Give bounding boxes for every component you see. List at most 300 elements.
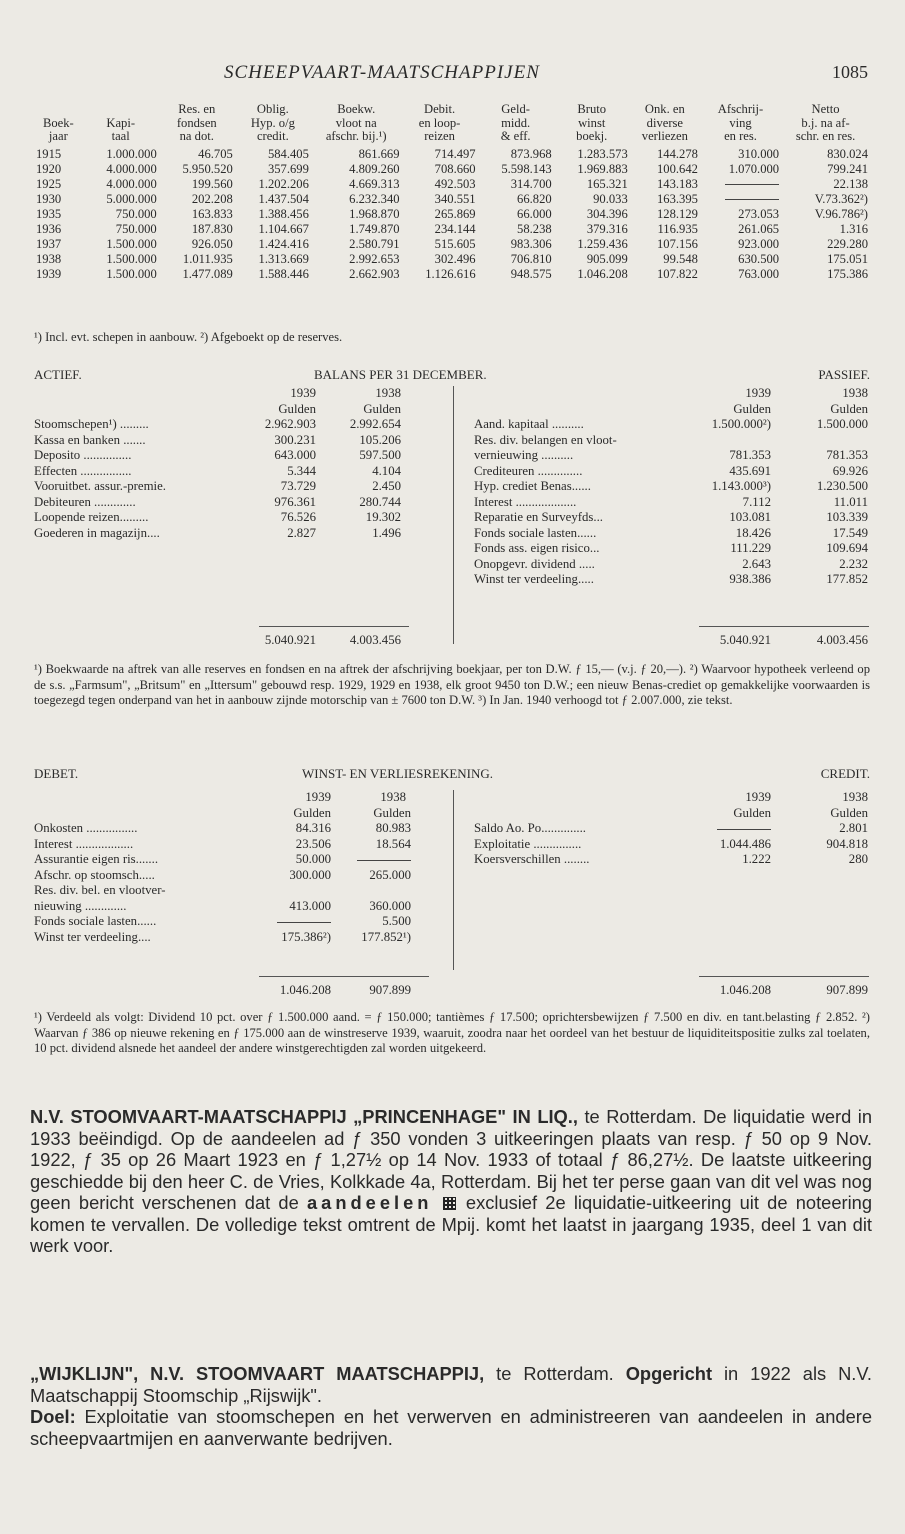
ledger-label: Debiteuren ............. bbox=[34, 494, 136, 509]
summary-cell: 1.126.616 bbox=[425, 266, 476, 281]
dash-mark bbox=[725, 199, 779, 200]
debet-total-1939: 1.046.208 bbox=[279, 983, 331, 997]
summary-header-cell: Bruto bbox=[577, 102, 607, 116]
summary-cell: 763.000 bbox=[738, 266, 780, 281]
ledger-row bbox=[474, 479, 870, 495]
summary-row bbox=[34, 237, 870, 252]
summary-row bbox=[34, 162, 870, 177]
actief-total-1939: 5.040.921 bbox=[264, 633, 316, 647]
ledger-row bbox=[34, 464, 429, 480]
summary-cell: 163.833 bbox=[191, 206, 233, 221]
ledger-label: Exploitatie ............... bbox=[474, 836, 582, 851]
ledger-row bbox=[34, 448, 429, 464]
running-title: SCHEEPVAART-MAATSCHAPPIJEN bbox=[224, 62, 540, 83]
ledger-value-1939: 938.386 bbox=[729, 572, 771, 586]
ledger-value-1938: 5.500 bbox=[382, 914, 411, 928]
actief-unit-1938: Gulden bbox=[363, 401, 401, 416]
passief-unit-1939: Gulden bbox=[733, 401, 771, 416]
debet-total-rule bbox=[259, 976, 429, 977]
summary-cell: 143.183 bbox=[657, 176, 698, 191]
winst-footnote: ¹) Verdeeld als volgt: Dividend 10 pct. over ƒ 1.500.000 aand. = ƒ 150.000; tantièmes ƒ 17.500; oprichtersbewijzen ƒ 7.500 en div. en tant.belasting ƒ 2.852. ²) Waarvan ƒ 386 op nieuwe rekening en ƒ 175.000 aan de winstreserve 1939, waaruit, zoodra naar het oordeel van het bestuur de liquiditeitspositie zulks zal toelaten, 10 pct. dividend alsnede het aandeel der andere winstgerechtigden zal worden uitgekeerd. bbox=[34, 1010, 870, 1055]
ledger-row bbox=[474, 852, 870, 868]
ledger-label: Res. div. belangen en vloot- bbox=[474, 432, 617, 447]
ledger-row bbox=[34, 930, 429, 946]
page-number: 1085 bbox=[832, 62, 868, 82]
ledger-row bbox=[474, 433, 870, 449]
summary-header-cell: fondsen bbox=[176, 115, 217, 130]
ledger-row bbox=[34, 479, 429, 495]
winst-heading: WINST- EN VERLIESREKENING. bbox=[302, 766, 494, 781]
summary-cell: 199.560 bbox=[191, 176, 233, 191]
ledger-value-1939: 175.386²) bbox=[281, 929, 331, 944]
summary-cell: 5.598.143 bbox=[501, 161, 552, 176]
ledger-value-1939: 111.229 bbox=[730, 541, 771, 555]
ledger-value-1938: 360.000 bbox=[369, 898, 411, 913]
ledger-value-1938: 597.500 bbox=[359, 448, 401, 462]
summary-cell: 4.000.000 bbox=[106, 161, 157, 176]
summary-cell: 234.144 bbox=[434, 221, 476, 236]
ledger-label: Deposito ............... bbox=[34, 448, 132, 462]
ledger-value-1939: 50.000 bbox=[295, 852, 331, 866]
summary-header-cell: jaar bbox=[48, 129, 68, 143]
summary-cell: 1.259.436 bbox=[577, 236, 628, 251]
summary-header-cell: na dot. bbox=[179, 129, 214, 143]
ledger-label: Saldo Ao. Po.............. bbox=[474, 821, 586, 835]
summary-cell: 100.642 bbox=[657, 161, 698, 176]
ledger-row bbox=[34, 883, 429, 899]
summary-cell: 1930 bbox=[36, 191, 62, 206]
summary-header-cell: en loop- bbox=[418, 115, 461, 130]
doel-label: Doel: bbox=[30, 1406, 76, 1427]
debet-year-1938: 1938 bbox=[380, 790, 406, 804]
credit-unit-1939: Gulden bbox=[733, 805, 771, 820]
ledger-row bbox=[474, 837, 870, 853]
ledger-label: Winst ter verdeeling.... bbox=[34, 929, 151, 944]
summary-cell: V.96.786²) bbox=[814, 206, 868, 221]
ledger-row bbox=[34, 868, 429, 884]
ledger-value-1938: 280.744 bbox=[359, 494, 401, 509]
ledger-value-1939 bbox=[249, 914, 331, 930]
wijklijn-text-2: in 1922 als N.V. Maatschappij Stoomschip „Rijswijk". bbox=[30, 1363, 872, 1406]
summary-header-cell: winst bbox=[578, 115, 606, 130]
summary-cell: 379.316 bbox=[586, 221, 628, 236]
ledger-row bbox=[474, 464, 870, 480]
ledger-value-1938: 11.011 bbox=[833, 494, 868, 509]
ledger-label: Stoomschepen¹) ......... bbox=[34, 417, 149, 431]
passief-year-1938: 1938 bbox=[842, 386, 868, 400]
summary-cell: 1.104.667 bbox=[258, 221, 309, 236]
summary-cell: 750.000 bbox=[115, 206, 157, 221]
actief-year-1938: 1938 bbox=[375, 386, 401, 400]
summary-header-cell: Hyp. o/g bbox=[250, 115, 295, 130]
ledger-label: Winst ter verdeeling..... bbox=[474, 572, 594, 586]
passief-total-rule bbox=[699, 626, 869, 627]
ledger-value-1939: 300.000 bbox=[289, 867, 331, 882]
summary-cell: 340.551 bbox=[434, 191, 476, 206]
opgericht-label: Opgericht bbox=[625, 1363, 713, 1384]
passief-total-1938: 4.003.456 bbox=[816, 633, 868, 647]
ledger-value-1939: 1.500.000²) bbox=[711, 417, 771, 431]
ledger-row bbox=[34, 899, 429, 915]
summary-header-cell: Onk. en bbox=[644, 102, 685, 116]
ledger-value-1939: 1.143.000³) bbox=[711, 479, 771, 493]
ledger-value-1939: 300.231 bbox=[274, 432, 316, 447]
ledger-value-1938: 103.339 bbox=[826, 510, 868, 524]
ledger-row bbox=[34, 433, 429, 449]
summary-header-cell: ving bbox=[729, 115, 752, 130]
summary-cell: 187.830 bbox=[191, 221, 233, 236]
summary-row bbox=[34, 207, 870, 222]
summary-header-cell: midd. bbox=[501, 115, 531, 130]
ledger-row bbox=[474, 417, 870, 433]
ledger-value-1938: 781.353 bbox=[826, 448, 868, 462]
ledger-row bbox=[34, 526, 429, 542]
ledger-row bbox=[474, 821, 870, 837]
summary-cell: V.73.362²) bbox=[814, 191, 868, 206]
ledger-row bbox=[34, 821, 429, 837]
summary-cell: 630.500 bbox=[738, 251, 780, 266]
summary-footnote: ¹) Incl. evt. schepen in aanbouw. ²) Afgeboekt op de reserves. bbox=[34, 330, 343, 344]
summary-cell: 1.046.208 bbox=[577, 266, 628, 281]
summary-cell: 799.241 bbox=[827, 161, 868, 176]
ledger-label: Koersverschillen ........ bbox=[474, 852, 590, 866]
ledger-value-1938: 1.500.000 bbox=[816, 417, 868, 431]
ledger-row bbox=[34, 495, 429, 511]
ledger-row bbox=[34, 417, 429, 433]
summary-cell: 314.700 bbox=[510, 176, 552, 191]
credit-total-1939: 1.046.208 bbox=[719, 983, 771, 997]
summary-cell: 1.000.000 bbox=[106, 146, 157, 161]
actief-column bbox=[34, 386, 429, 541]
page-header bbox=[34, 62, 870, 86]
summary-cell: 1935 bbox=[36, 206, 62, 221]
dash-mark bbox=[717, 829, 771, 830]
ledger-value-1938: 18.564 bbox=[375, 836, 411, 851]
summary-cell: 46.705 bbox=[198, 146, 233, 161]
ledger-row bbox=[34, 837, 429, 853]
summary-cell: 165.321 bbox=[586, 176, 628, 191]
debet-year-1939: 1939 bbox=[305, 790, 331, 804]
ledger-value-1938: 1.496 bbox=[372, 525, 401, 540]
ledger-value-1939: 1.044.486 bbox=[719, 836, 771, 851]
credit-total-rule bbox=[699, 976, 869, 977]
summary-cell: 4.669.313 bbox=[349, 176, 400, 191]
summary-header-cell: Netto bbox=[811, 102, 840, 116]
dash-mark bbox=[357, 860, 411, 861]
debet-total-1938: 907.899 bbox=[369, 983, 411, 997]
credit-year-1939: 1939 bbox=[745, 790, 771, 804]
summary-cell: 1.968.870 bbox=[349, 206, 400, 221]
ledger-value-1939: 2.827 bbox=[287, 525, 316, 540]
summary-cell: 5.950.520 bbox=[182, 161, 233, 176]
summary-header-cell: Oblig. bbox=[256, 102, 289, 116]
summary-row bbox=[34, 144, 870, 162]
ledger-value-1938: 109.694 bbox=[826, 541, 868, 555]
summary-header-cell: Geld- bbox=[501, 102, 530, 116]
actief-total-1938: 4.003.456 bbox=[349, 633, 401, 647]
summary-cell: 175.051 bbox=[827, 251, 868, 266]
ledger-value-1938: 19.302 bbox=[365, 510, 401, 524]
summary-cell: 750.000 bbox=[115, 221, 157, 236]
ledger-value-1939: 976.361 bbox=[274, 494, 316, 509]
ledger-label: Kassa en banken ....... bbox=[34, 432, 146, 447]
summary-header-cell: Boek- bbox=[42, 115, 74, 130]
summary-cell: 229.280 bbox=[827, 236, 868, 251]
summary-header-cell: credit. bbox=[256, 129, 289, 143]
summary-cell: 515.605 bbox=[434, 236, 476, 251]
ledger-label: nieuwing ............. bbox=[34, 898, 127, 913]
ledger-label: Fonds sociale lasten...... bbox=[474, 525, 597, 540]
ledger-value-1939: 7.112 bbox=[742, 494, 771, 509]
ledger-value-1938: 2.801 bbox=[839, 821, 868, 835]
ledger-value-1939: 781.353 bbox=[729, 448, 771, 462]
summary-header-cell bbox=[83, 103, 159, 117]
ledger-value-1939: 435.691 bbox=[729, 463, 771, 478]
ledger-label: Assurantie eigen ris....... bbox=[34, 852, 159, 866]
princenhage-entry bbox=[30, 1106, 872, 1257]
ledger-value-1939: 18.426 bbox=[735, 525, 771, 540]
wijklijn-name: „WIJKLIJN", N.V. STOOMVAART MAATSCHAPPIJ, bbox=[30, 1363, 485, 1384]
ledger-label: Fonds ass. eigen risico... bbox=[474, 541, 600, 555]
summary-cell: 1.749.870 bbox=[349, 221, 400, 236]
ledger-value-1938: 69.926 bbox=[832, 463, 868, 478]
summary-header-cell: boekj. bbox=[576, 129, 608, 143]
summary-cell: 2.580.791 bbox=[349, 236, 400, 251]
ledger-value-1939: 413.000 bbox=[289, 898, 331, 913]
ledger-label: Res. div. bel. en vlootver- bbox=[34, 883, 166, 897]
summary-cell: 1.424.416 bbox=[258, 236, 309, 251]
summary-cell: 265.869 bbox=[434, 206, 476, 221]
debet-heading: DEBET. bbox=[34, 766, 79, 781]
summary-header-cell: afschr. bij.¹) bbox=[325, 129, 387, 143]
ledger-value-1938: 265.000 bbox=[369, 867, 411, 882]
summary-cell: 830.024 bbox=[827, 146, 868, 161]
ledger-row bbox=[34, 914, 429, 930]
ledger-label: Effecten ................ bbox=[34, 463, 132, 478]
ledger-label: Onopgevr. dividend ..... bbox=[474, 556, 595, 571]
ledger-label: Crediteuren .............. bbox=[474, 463, 583, 478]
ledger-row bbox=[34, 510, 429, 526]
summary-header-cell: & eff. bbox=[500, 129, 531, 143]
summary-cell: 948.575 bbox=[510, 266, 552, 281]
wijklijn-text-1: te Rotterdam. bbox=[484, 1363, 626, 1384]
ledger-row bbox=[474, 495, 870, 511]
summary-header-cell: schr. en res. bbox=[795, 129, 856, 143]
summary-cell: 926.050 bbox=[191, 236, 233, 251]
summary-cell: 1.437.504 bbox=[258, 191, 309, 206]
ledger-value-1938: 177.852¹) bbox=[361, 929, 411, 944]
princenhage-text-1: te Rotterdam. De liquidatie werd in 1933 beëindigd. Op de aandeelen ad ƒ 350 vonden 3 uitkeeringen plaats van resp. ƒ 50 op 9 Nov. 1922, ƒ 35 op 26 Maart 1923 en ƒ 1,27½ op 14 Nov. 1933 of totaal ƒ 86,27½. De laatste uitkeering geschiedde bij den heer C. de Vries, Kolkkade 4a, Rotterdam. Bij het ter perse gaan van dit vel was nog geen bericht verschenen dat de bbox=[30, 1106, 873, 1213]
summary-cell: 983.306 bbox=[510, 236, 552, 251]
summary-cell: 1.500.000 bbox=[106, 236, 157, 251]
passief-unit-1938: Gulden bbox=[830, 401, 868, 416]
ledger-row bbox=[474, 448, 870, 464]
summary-cell: 1.388.456 bbox=[258, 206, 309, 221]
credit-year-1938: 1938 bbox=[842, 790, 868, 804]
summary-cell bbox=[700, 177, 781, 192]
summary-cell: 1939 bbox=[36, 266, 62, 281]
ledger-value-1938: 17.549 bbox=[832, 525, 868, 540]
summary-cell: 4.809.260 bbox=[349, 161, 400, 176]
summary-row bbox=[34, 192, 870, 207]
credit-heading: CREDIT. bbox=[820, 766, 870, 781]
summary-header-cell: Boekw. bbox=[337, 102, 376, 116]
summary-cell: 1.011.935 bbox=[182, 251, 233, 266]
summary-cell: 357.699 bbox=[267, 161, 309, 176]
aandeelen-spaced: aandeelen bbox=[307, 1192, 433, 1213]
ledger-label: Aand. kapitaal .......... bbox=[474, 417, 584, 431]
ledger-value-1939: 1.222 bbox=[742, 852, 771, 866]
summary-cell: 99.548 bbox=[663, 251, 698, 266]
ledger-value-1939: 103.081 bbox=[729, 510, 771, 524]
summary-cell: 1936 bbox=[36, 221, 62, 236]
summary-row bbox=[34, 252, 870, 267]
summary-cell: 58.238 bbox=[517, 221, 552, 236]
summary-header-cell: Res. en bbox=[178, 102, 216, 116]
summary-cell: 1.316 bbox=[839, 221, 868, 236]
ledger-label: Reparatie en Surveyfds... bbox=[474, 510, 603, 524]
summary-header-cell bbox=[34, 103, 83, 117]
summary-cell: 22.138 bbox=[833, 176, 868, 191]
passief-year-1939: 1939 bbox=[745, 386, 771, 400]
actief-heading: ACTIEF. bbox=[34, 367, 82, 382]
summary-row bbox=[34, 222, 870, 237]
winst-divider bbox=[453, 790, 454, 970]
summary-cell: 923.000 bbox=[738, 236, 780, 251]
summary-header-cell: diverse bbox=[646, 115, 684, 130]
summary-cell: 310.000 bbox=[738, 146, 780, 161]
summary-cell bbox=[700, 192, 781, 207]
summary-cell: 261.065 bbox=[738, 221, 780, 236]
ledger-value-1939 bbox=[699, 821, 771, 837]
summary-row bbox=[34, 267, 870, 282]
balans-heading: BALANS PER 31 DECEMBER. bbox=[314, 367, 487, 382]
ledger-value-1938: 2.992.654 bbox=[349, 417, 401, 431]
ledger-label: Loopende reizen......... bbox=[34, 510, 149, 524]
summary-cell: 128.129 bbox=[657, 206, 698, 221]
ledger-row bbox=[474, 541, 870, 557]
summary-cell: 1.313.669 bbox=[258, 251, 309, 266]
summary-cell: 1920 bbox=[36, 161, 62, 176]
ledger-value-1938: 2.450 bbox=[372, 479, 401, 493]
ledger-value-1938: 4.104 bbox=[372, 463, 401, 478]
ledger-value-1939: 23.506 bbox=[295, 836, 331, 851]
ledger-row bbox=[474, 572, 870, 588]
summary-cell: 1925 bbox=[36, 176, 62, 191]
summary-header-cell: en res. bbox=[724, 129, 757, 143]
ledger-label: Onkosten ................ bbox=[34, 821, 138, 835]
ledger-label: Hyp. crediet Benas...... bbox=[474, 479, 591, 493]
ledger-value-1938: 80.983 bbox=[375, 821, 411, 835]
summary-cell: 6.232.340 bbox=[349, 191, 400, 206]
summary-header-cell: taal bbox=[111, 129, 130, 143]
summary-cell: 1915 bbox=[36, 146, 62, 161]
ledger-row bbox=[474, 557, 870, 573]
summary-cell: 492.503 bbox=[434, 176, 476, 191]
ledger-value-1939: 76.526 bbox=[280, 510, 316, 524]
summary-cell: 1937 bbox=[36, 236, 62, 251]
ledger-value-1939: 84.316 bbox=[295, 821, 331, 835]
summary-row bbox=[34, 177, 870, 192]
ledger-label: Goederen in magazijn.... bbox=[34, 525, 160, 540]
passief-column bbox=[474, 386, 870, 588]
summary-header-cell: Kapi- bbox=[106, 115, 136, 130]
summary-cell: 5.000.000 bbox=[106, 191, 157, 206]
ledger-value-1938: 2.232 bbox=[839, 556, 868, 571]
summary-cell: 1.588.446 bbox=[258, 266, 309, 281]
ledger-value-1938: 1.230.500 bbox=[816, 479, 868, 493]
summary-cell: 4.000.000 bbox=[106, 176, 157, 191]
ledger-value-1938: 177.852 bbox=[826, 572, 868, 586]
ledger-label: Interest ................... bbox=[474, 494, 577, 509]
summary-cell: 116.935 bbox=[657, 221, 698, 236]
ledger-label: vernieuwing .......... bbox=[474, 448, 574, 462]
summary-cell: 1.500.000 bbox=[106, 251, 157, 266]
ledger-label: Interest .................. bbox=[34, 836, 134, 851]
summary-cell: 144.278 bbox=[657, 146, 698, 161]
balans-section bbox=[34, 386, 870, 656]
summary-cell: 714.497 bbox=[434, 146, 476, 161]
summary-cell: 2.992.653 bbox=[349, 251, 400, 266]
ledger-value-1938: 105.206 bbox=[359, 432, 401, 447]
winst-section bbox=[34, 790, 870, 1005]
summary-cell: 202.208 bbox=[191, 191, 233, 206]
summary-header-cell: Afschrij- bbox=[717, 102, 764, 116]
summary-cell: 1938 bbox=[36, 251, 62, 266]
debet-column bbox=[34, 790, 429, 945]
summary-cell: 584.405 bbox=[267, 146, 309, 161]
summary-cell: 107.156 bbox=[657, 236, 698, 251]
actief-total-rule bbox=[259, 626, 409, 627]
passief-heading: PASSIEF. bbox=[818, 367, 870, 382]
summary-cell: 304.396 bbox=[586, 206, 628, 221]
summary-cell: 873.968 bbox=[510, 146, 552, 161]
ledger-value-1939: 2.643 bbox=[742, 556, 771, 571]
summary-cell: 1.202.206 bbox=[258, 176, 309, 191]
actief-year-1939: 1939 bbox=[290, 386, 316, 400]
balans-footnote: ¹) Boekwaarde na aftrek van alle reserves en fondsen en na aftrek der afschrijving boekjaar, per ton D.W. ƒ 15,— (v.j. ƒ 20,—). ²) Waarvoor hypotheek verleend op de s.s. „Farmsum", „Britsum" en „Ittersum" gebouwd resp. 1929, 1929 en 1938, elk groot 9450 ton D.W.; een nieuw Benas-crediet op gemakkelijke voorwaarden is toegezegd tegen onderpand van het in aanbouw zijnde motorschip van ± 7600 ton D.W. ³) In Jan. 1940 verhoogd tot ƒ 2.007.000, zie tekst. bbox=[34, 662, 870, 707]
ledger-value-1938: 280 bbox=[848, 852, 868, 866]
ledger-value-1939: 643.000 bbox=[274, 448, 316, 462]
wijklijn-text-3: Exploitatie van stoomschepen en het verwerven en administreeren van aandeelen in andere scheepvaartmijen en aanverwante bedrijven. bbox=[30, 1406, 872, 1449]
summary-cell: 2.662.903 bbox=[349, 266, 400, 281]
quotation-mark-icon bbox=[443, 1197, 456, 1210]
dash-mark bbox=[725, 184, 779, 185]
ledger-label: Fonds sociale lasten...... bbox=[34, 914, 157, 928]
dash-mark bbox=[277, 922, 331, 923]
summary-cell: 90.033 bbox=[593, 191, 628, 206]
princenhage-text-2: exclusief 2e liquidatie-uitkeering uit de noteering komen te vervallen. De volledige tekst omtrent de Mpij. komt het laatst in jaargang 1935, deel 1 van dit werk voor. bbox=[30, 1192, 872, 1256]
ledger-value-1938 bbox=[334, 852, 411, 868]
summary-cell: 302.496 bbox=[434, 251, 476, 266]
summary-cell: 1.969.883 bbox=[577, 161, 628, 176]
credit-unit-1938: Gulden bbox=[830, 805, 868, 820]
summary-cell: 905.099 bbox=[586, 251, 628, 266]
summary-cell: 1.477.089 bbox=[182, 266, 233, 281]
ledger-row bbox=[34, 852, 429, 868]
ledger-row bbox=[474, 510, 870, 526]
summary-cell: 107.822 bbox=[657, 266, 698, 281]
summary-header-cell: reizen bbox=[424, 129, 455, 143]
debet-unit-1938: Gulden bbox=[373, 805, 411, 820]
ledger-value-1938: 904.818 bbox=[826, 836, 868, 851]
summary-cell: 861.669 bbox=[358, 146, 400, 161]
summary-cell: 175.386 bbox=[827, 266, 868, 281]
ledger-value-1939: 5.344 bbox=[287, 463, 316, 478]
summary-cell: 66.000 bbox=[517, 206, 552, 221]
summary-header-cell: vloot na bbox=[335, 115, 377, 130]
summary-header-cell: b.j. na af- bbox=[801, 115, 850, 130]
